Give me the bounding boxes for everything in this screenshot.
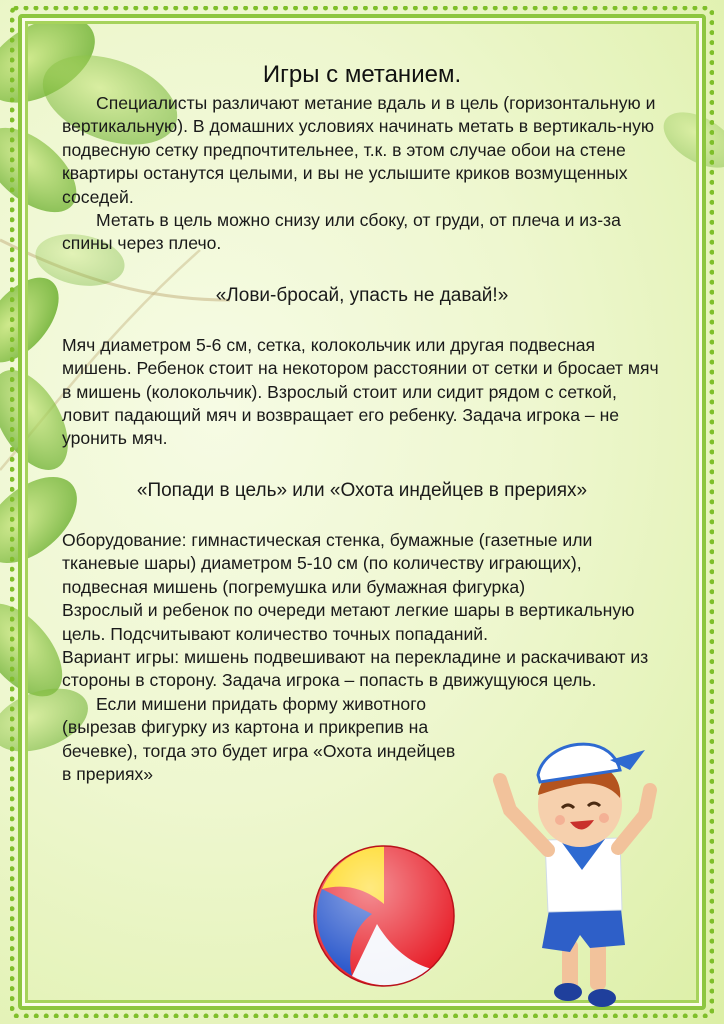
game2-equipment: Оборудование: гимнастическая стенка, бумажные (газетные или тканевые шары) диаметром 5-10 см (по количеству играющих), подвесная мишень (погремушка или бумажная фигурка) bbox=[62, 529, 593, 597]
document-body bbox=[62, 60, 662, 786]
intro-paragraph-2: Метать в цель можно снизу или сбоку, от груди, от плеча и из-за спины через плечо. bbox=[62, 210, 621, 254]
game2-variant: Вариант игры: мишень подвешивают на перекладине и раскачивают из стороны в сторону. Задача игрока – попасть в движущуюся цель. bbox=[62, 646, 649, 691]
game2-title: «Попади в цель» или «Охота индейцев в прериях» bbox=[136, 479, 588, 501]
boy-illustration bbox=[470, 720, 670, 1020]
page-title: Игры с метанием. bbox=[262, 61, 462, 88]
game2-note: Если мишени придать форму животного (вырезав фигурку из картона и прикрепив на бечевке), тогда это будет игра «Охота индейцев в прериях» bbox=[62, 693, 456, 784]
intro-paragraph-1: Специалисты различают метание вдаль и в цель (горизонтальную и вертикальную). В домашних условиях начинать метать в вертикаль-ную подвесную сетку предпочтительнее, т.к. в этом случае обои на стене квартиры останутся целыми, и вы не услышите криков возмущенных соседей. bbox=[62, 93, 656, 207]
game1-title: «Лови-бросай, упасть не давай!» bbox=[215, 284, 509, 306]
game1-text: Мяч диаметром 5-6 см, сетка, колокольчик или другая подвесная мишень. Ребенок стоит на некотором расстоянии от сетки и бросает мяч в мишень (колокольчик). Взрослый стоит или сидит рядом с сеткой, ловит падающий мяч и возвращает его ребенку. Задача игрока – не уронить мяч. bbox=[62, 334, 659, 449]
beach-ball-illustration bbox=[312, 844, 462, 994]
game2-rules: Взрослый и ребенок по очереди метают легкие шары в вертикальную цель. Подсчитывают количество точных попаданий. bbox=[62, 600, 635, 644]
